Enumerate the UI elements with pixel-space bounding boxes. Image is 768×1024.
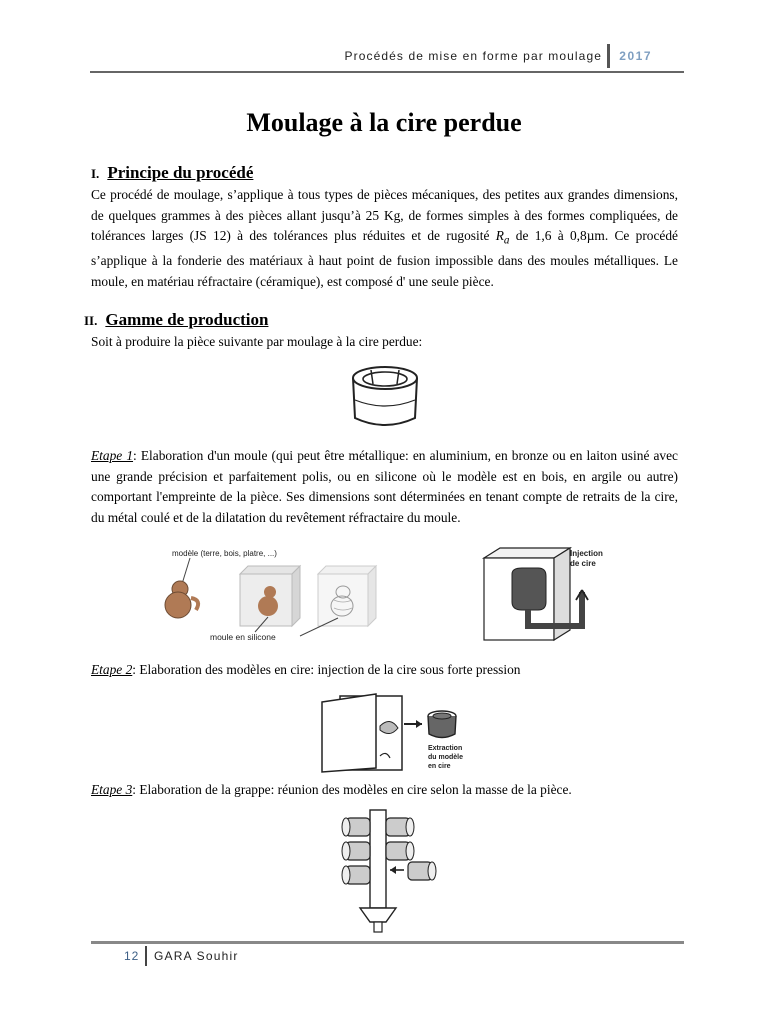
page-title: Moulage à la cire perdue (246, 108, 522, 137)
footer-author: GARA Souhir (154, 949, 239, 963)
extraction-label-1: Extraction (428, 745, 463, 752)
mold-block-empty (318, 566, 376, 626)
extraction-illustration (318, 686, 478, 776)
step-1-label: Etape 1 (91, 448, 134, 463)
section-2-number: II. (84, 313, 98, 328)
model-figure (165, 581, 198, 618)
open-mold-door (322, 694, 376, 772)
step-3-paragraph (91, 780, 678, 801)
wax-model-detached (408, 862, 436, 880)
section-2-intro: Soit à produire la pièce suivante par moulage à la cire perdue: (91, 334, 423, 349)
attach-arrow-icon (390, 866, 396, 874)
wax-injection-illustration (478, 544, 618, 644)
roughness-subscript: a (503, 234, 510, 247)
step-3-label: Etape 3 (91, 782, 133, 797)
mold-block-filled (240, 566, 300, 626)
section-1-text-b: de 1,6 à 0,8µm. Ce procédé s’applique à la fonderie des matériaux à haut point de fusion impossible dans des moules métalliques. Le moule, en matériau réfractaire (céramique), est composé d' une seule pièce. (91, 228, 679, 290)
header-year: 2017 (619, 49, 652, 63)
wax-model-left-2 (342, 842, 370, 860)
wax-model-right-1 (386, 818, 414, 836)
step-3-text: : Elaboration de la grappe: réunion des modèles en cire selon la masse de la pièce. (132, 782, 572, 797)
step-1-paragraph (91, 446, 678, 528)
page-header (90, 44, 684, 70)
roughness-symbol: R (495, 228, 504, 244)
silicone-label: moule en silicone (210, 632, 276, 642)
step-2-paragraph (91, 660, 678, 681)
wax-tree-illustration (338, 806, 448, 936)
silicone-mold-illustration (160, 544, 385, 644)
section-2-title: Gamme de production (105, 310, 269, 329)
wax-model-cup (428, 711, 456, 738)
section-2-heading (84, 310, 268, 330)
section-1-number: I. (91, 166, 100, 181)
header-title: Procédés de mise en forme par moulage (344, 49, 602, 63)
section-1-paragraph (91, 185, 678, 293)
wax-model-left-3 (342, 866, 370, 884)
injection-label-1: Injection (570, 549, 603, 558)
section-1-heading (91, 163, 253, 183)
section-1-title: Principe du procédé (107, 163, 254, 182)
section-1-text-a: Ce procédé de moulage, s’applique à tous types de pièces mécaniques, des petites aux grandes dimensions, de quelques grammes à des pièces allant jusqu’à 25 Kg, de formes simples à des formes compliquées, de tolérances larges (JS 12) à des tolérances plus réduites et de rugosité (91, 187, 678, 244)
step-1-text: : Elaboration d'un moule (qui peut être métallique: en aluminium, en bronze ou en laiton usiné avec une grande précision et parfaitement polis, ou en silicone où le modèle est en bois, en argile ou autre) comportant l'empreinte de la pièce. Ses dimensions sont déterminées en tenant compte de retraits de la cire, du métal coulé et de la dilatation du revêtement réfractaire du moule. (91, 448, 679, 525)
wax-model-left-1 (342, 818, 370, 836)
extraction-arrow-icon (416, 720, 422, 728)
injection-label-2: de cire (570, 559, 596, 568)
footer-rule (91, 941, 684, 944)
header-separator (607, 44, 610, 68)
pouring-cup-base (374, 922, 382, 932)
model-label: modèle (terre, bois, platre, ...) (172, 549, 277, 558)
header-rule (90, 71, 684, 73)
extraction-label-2: du modèle (428, 754, 464, 761)
part-illustration (345, 360, 425, 432)
step-2-label: Etape 2 (91, 662, 133, 677)
footer-separator (145, 946, 147, 966)
model-pointer (182, 558, 190, 584)
wax-model-right-2 (386, 842, 414, 860)
extraction-label-3: en cire (428, 763, 451, 770)
wax-cavity (512, 568, 546, 610)
sprue-column (370, 810, 386, 908)
page-number: 12 (124, 949, 140, 963)
pouring-cup (360, 908, 396, 922)
step-2-text: : Elaboration des modèles en cire: injection de la cire sous forte pression (132, 662, 521, 677)
